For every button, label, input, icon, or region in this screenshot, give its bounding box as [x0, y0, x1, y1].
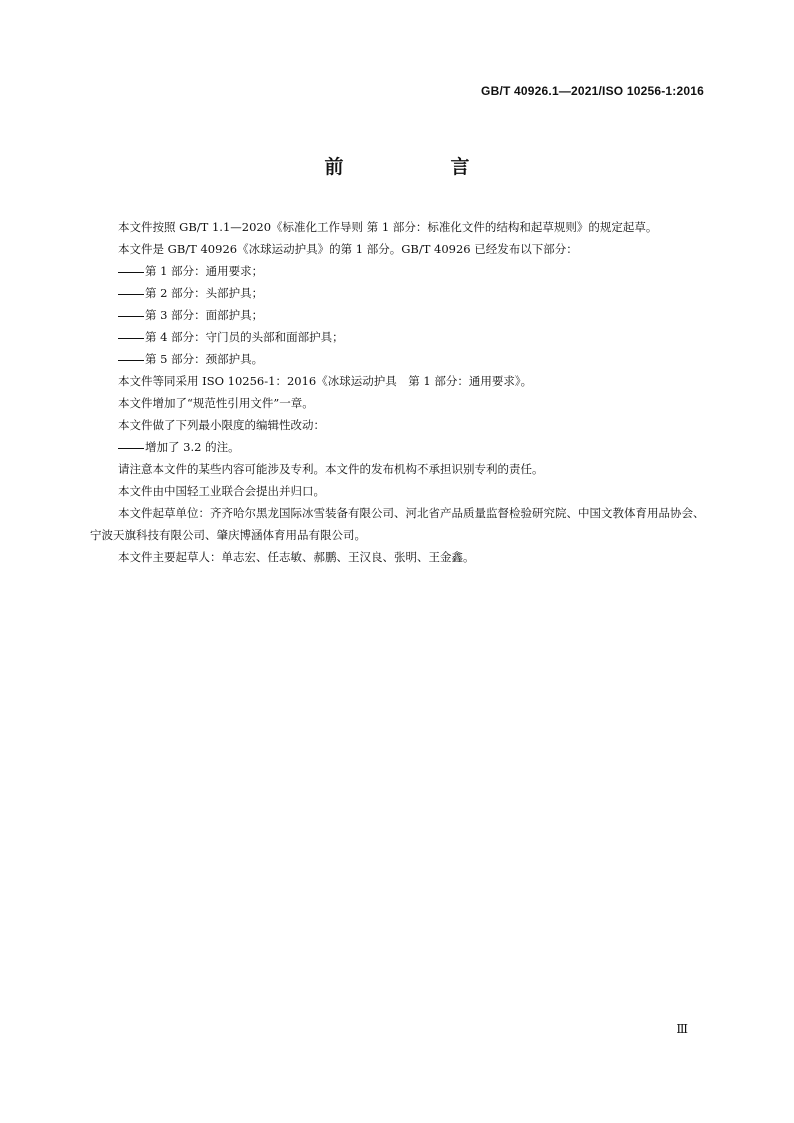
paragraph-added-chapter: 本文件增加了“规范性引用文件”一章。: [118, 396, 314, 410]
paragraph-drafting-rules: 本文件按照 GB/T 1.1—2020《标准化工作导则 第 1 部分：标准化文件的结构和起草规则》的规定起草。: [118, 220, 658, 234]
list-item-text: 第 4 部分：守门员的头部和面部护具；: [145, 330, 344, 344]
list-item-change-1: [90, 436, 705, 458]
dash-icon: [118, 338, 144, 339]
dash-icon: [118, 316, 144, 317]
standard-code-header: GB/T 40926.1—2021/ISO 10256-1:2016: [481, 84, 704, 98]
paragraph-editorial-changes: 本文件做了下列最小限度的编辑性改动：: [118, 418, 325, 432]
list-item-part-1: [90, 260, 705, 282]
foreword-body: [90, 216, 705, 568]
list-item-text: 第 5 部分：颈部护具。: [145, 352, 264, 366]
list-item-part-2: [90, 282, 705, 304]
paragraph-patent-notice: 请注意本文件的某些内容可能涉及专利。本文件的发布机构不承担识别专利的责任。: [118, 462, 544, 476]
list-item-text: 第 1 部分：通用要求；: [145, 264, 264, 278]
dash-icon: [118, 448, 144, 449]
list-item-part-4: [90, 326, 705, 348]
paragraph-series-parts: 本文件是 GB/T 40926《冰球运动护具》的第 1 部分。GB/T 40926 已经发布以下部分：: [118, 242, 578, 256]
paragraph-drafters: 本文件主要起草人：单志宏、任志敏、郝鹏、王汉良、张明、王金鑫。: [118, 550, 475, 564]
list-item-text: 第 2 部分：头部护具；: [145, 286, 264, 300]
paragraph-proposer: 本文件由中国轻工业联合会提出并归口。: [118, 484, 325, 498]
dash-icon: [118, 294, 144, 295]
paragraph-iso-adoption: 本文件等同采用 ISO 10256-1：2016《冰球运动护具 第 1 部分：通用要求》。: [118, 374, 533, 388]
list-item-text: 第 3 部分：面部护具；: [145, 308, 264, 322]
list-item-text: 增加了 3.2 的注。: [145, 440, 240, 454]
page-title: 前 言: [324, 156, 514, 178]
list-item-part-5: [90, 348, 705, 370]
dash-icon: [118, 272, 144, 273]
paragraph-drafting-units: 本文件起草单位：齐齐哈尔黑龙国际冰雪装备有限公司、河北省产品质量监督检验研究院、中国文教体育用品协会、宁波天旗科技有限公司、肇庆博涵体育用品有限公司。: [90, 506, 705, 542]
dash-icon: [118, 360, 144, 361]
page-number: Ⅲ: [676, 1022, 688, 1036]
list-item-part-3: [90, 304, 705, 326]
